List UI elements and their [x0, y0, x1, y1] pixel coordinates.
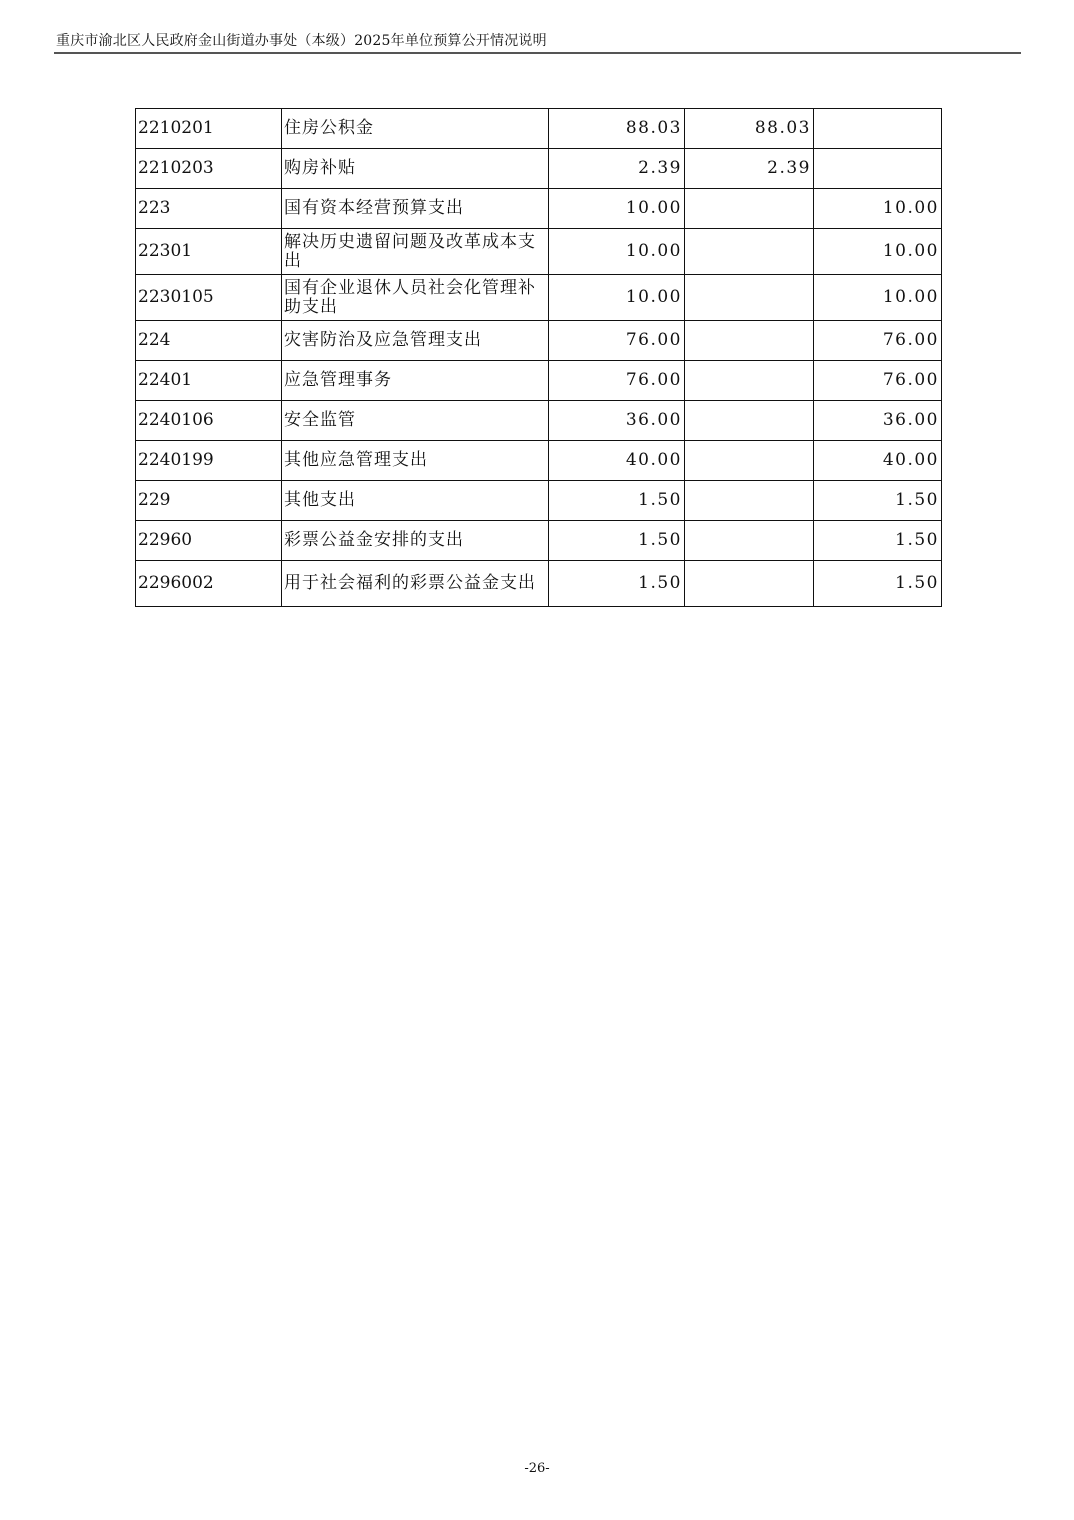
table-row [136, 321, 942, 361]
subject-code-cell: 2210203 [136, 149, 282, 189]
total-amount-cell: 40.00 [549, 441, 685, 481]
header-divider [54, 52, 1021, 54]
subject-name-cell: 其他应急管理支出 [282, 441, 549, 481]
basic-expenditure-cell: 2.39 [685, 149, 814, 189]
subject-name-cell: 购房补贴 [282, 149, 549, 189]
subject-name-cell: 用于社会福利的彩票公益金支出 [282, 561, 549, 607]
total-amount-cell: 1.50 [549, 521, 685, 561]
subject-name-cell: 国有资本经营预算支出 [282, 189, 549, 229]
total-amount-cell: 2.39 [549, 149, 685, 189]
document-header-title: 重庆市渝北区人民政府金山街道办事处（本级）2025年单位预算公开情况说明 [56, 33, 547, 49]
table-row [136, 229, 942, 275]
subject-code-cell: 229 [136, 481, 282, 521]
basic-expenditure-cell [685, 321, 814, 361]
total-amount-cell: 1.50 [549, 561, 685, 607]
table-row [136, 189, 942, 229]
basic-expenditure-cell [685, 275, 814, 321]
table-row [136, 149, 942, 189]
basic-expenditure-cell: 88.03 [685, 109, 814, 149]
project-expenditure-cell: 76.00 [814, 321, 942, 361]
table-row [136, 401, 942, 441]
project-expenditure-cell: 36.00 [814, 401, 942, 441]
table-row [136, 441, 942, 481]
total-amount-cell: 36.00 [549, 401, 685, 441]
project-expenditure-cell: 1.50 [814, 561, 942, 607]
project-expenditure-cell [814, 149, 942, 189]
basic-expenditure-cell [685, 361, 814, 401]
basic-expenditure-cell [685, 189, 814, 229]
subject-name-cell: 灾害防治及应急管理支出 [282, 321, 549, 361]
subject-name-cell: 彩票公益金安排的支出 [282, 521, 549, 561]
subject-code-cell: 2240106 [136, 401, 282, 441]
project-expenditure-cell: 10.00 [814, 229, 942, 275]
project-expenditure-cell: 1.50 [814, 521, 942, 561]
total-amount-cell: 76.00 [549, 361, 685, 401]
table-row [136, 561, 942, 607]
subject-code-cell: 2296002 [136, 561, 282, 607]
total-amount-cell: 10.00 [549, 275, 685, 321]
basic-expenditure-cell [685, 401, 814, 441]
subject-code-cell: 22401 [136, 361, 282, 401]
table-row [136, 481, 942, 521]
table-row [136, 275, 942, 321]
subject-code-cell: 224 [136, 321, 282, 361]
project-expenditure-cell: 10.00 [814, 275, 942, 321]
project-expenditure-cell: 1.50 [814, 481, 942, 521]
subject-code-cell: 2210201 [136, 109, 282, 149]
subject-code-cell: 2240199 [136, 441, 282, 481]
basic-expenditure-cell [685, 441, 814, 481]
table-row [136, 521, 942, 561]
project-expenditure-cell: 76.00 [814, 361, 942, 401]
basic-expenditure-cell [685, 561, 814, 607]
page-number: -26- [524, 1461, 550, 1476]
subject-code-cell: 22301 [136, 229, 282, 275]
total-amount-cell: 10.00 [549, 189, 685, 229]
basic-expenditure-cell [685, 521, 814, 561]
subject-name-cell: 应急管理事务 [282, 361, 549, 401]
table-row [136, 109, 942, 149]
subject-name-cell: 解决历史遗留问题及改革成本支出 [282, 229, 549, 275]
subject-name-cell: 其他支出 [282, 481, 549, 521]
subject-code-cell: 22960 [136, 521, 282, 561]
subject-code-cell: 223 [136, 189, 282, 229]
total-amount-cell: 1.50 [549, 481, 685, 521]
budget-expenditure-table [135, 108, 942, 607]
project-expenditure-cell: 10.00 [814, 189, 942, 229]
basic-expenditure-cell [685, 229, 814, 275]
subject-name-cell: 国有企业退休人员社会化管理补助支出 [282, 275, 549, 321]
table-row [136, 361, 942, 401]
total-amount-cell: 88.03 [549, 109, 685, 149]
total-amount-cell: 76.00 [549, 321, 685, 361]
subject-name-cell: 住房公积金 [282, 109, 549, 149]
subject-name-cell: 安全监管 [282, 401, 549, 441]
project-expenditure-cell [814, 109, 942, 149]
subject-code-cell: 2230105 [136, 275, 282, 321]
total-amount-cell: 10.00 [549, 229, 685, 275]
basic-expenditure-cell [685, 481, 814, 521]
project-expenditure-cell: 40.00 [814, 441, 942, 481]
